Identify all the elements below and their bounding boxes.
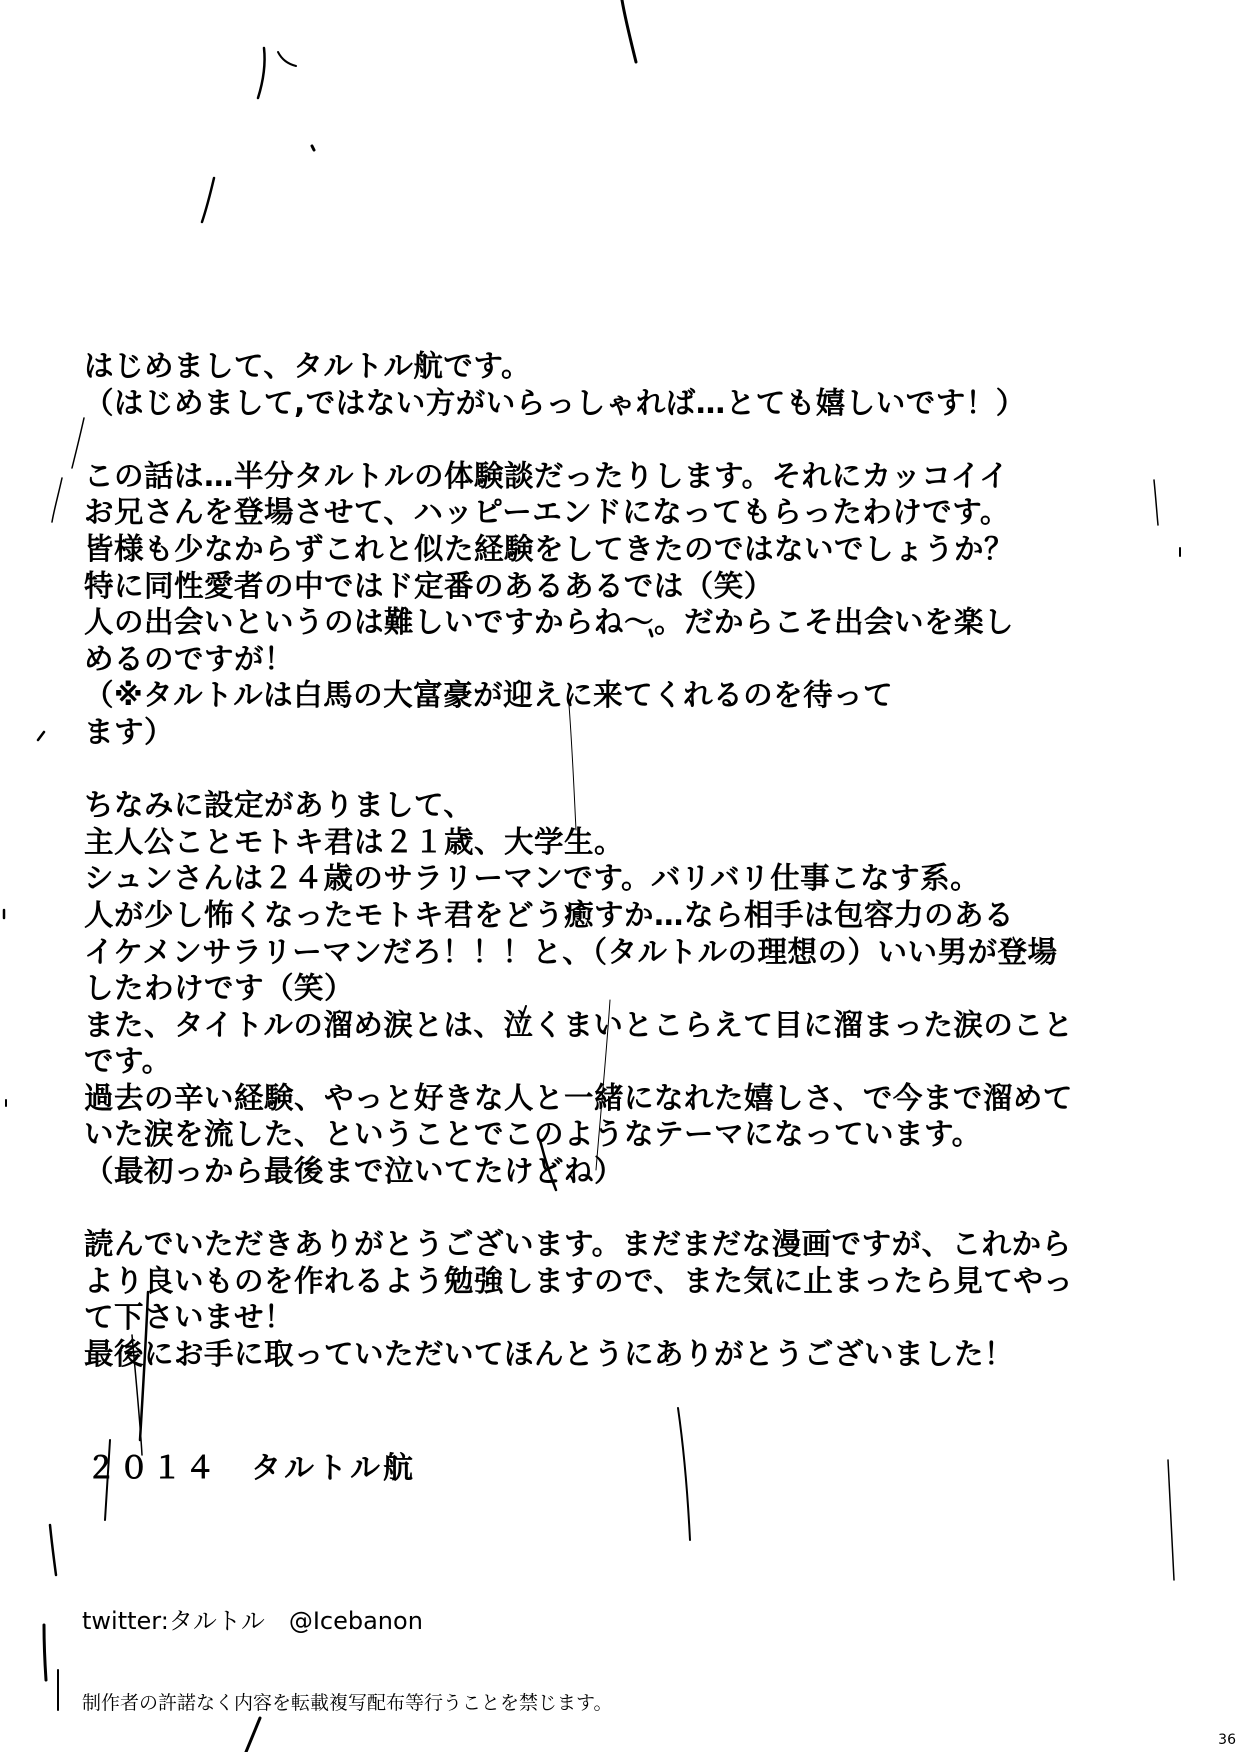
text-line: イケメンサラリーマンだろ！！！と、（タルトルの理想の）いい男が登場 bbox=[84, 934, 1058, 969]
text-line: めるのですが！ bbox=[84, 641, 295, 676]
text-line: て下さいませ！ bbox=[84, 1300, 295, 1335]
text-line: 過去の辛い経験、やっと好きな人と一緒になれた嬉しさ、で今まで溜めて bbox=[84, 1080, 1073, 1115]
text-line: したわけです（笑） bbox=[84, 971, 355, 1006]
afterword-paragraph bbox=[84, 787, 1204, 1190]
page-number: 36 bbox=[1218, 1732, 1236, 1748]
afterword-paragraph bbox=[84, 1226, 1204, 1372]
text-line: 人の出会いというのは難しいですからね〜。だからこそ出会いを楽し bbox=[84, 605, 1015, 640]
text-line: です。 bbox=[84, 1044, 172, 1079]
text-line: ちなみに設定がありまして、 bbox=[84, 788, 474, 823]
copyright-notice: 制作者の許諾なく内容を転載複写配布等行うことを禁じます。 bbox=[82, 1692, 613, 1714]
text-line: ます） bbox=[84, 714, 175, 749]
text-line: この話は…半分タルトルの体験談だったりします。それにカッコイイ bbox=[84, 458, 1009, 493]
afterword-paragraph bbox=[84, 348, 1204, 421]
text-line: より良いものを作れるよう勉強しますので、また気に止まったら見てやっ bbox=[84, 1263, 1074, 1298]
text-line: 主人公ことモトキ君は２１歳、大学生。 bbox=[84, 824, 625, 859]
text-line: （最初っから最後まで泣いてたけどね） bbox=[84, 1154, 625, 1189]
text-line: 人が少し怖くなったモトキ君をどう癒すか…なら相手は包容力のある bbox=[84, 897, 1015, 932]
text-line: 最後にお手に取っていただいてほんとうにありがとうございました！ bbox=[84, 1337, 1015, 1372]
text-line: （※タルトルは白馬の大富豪が迎えに来てくれるのを待って bbox=[84, 678, 894, 713]
text-line: はじめまして、タルトル航です。 bbox=[84, 349, 532, 383]
text-line: いた涙を流した、ということでこのようなテーマになっています。 bbox=[84, 1117, 982, 1152]
text-line: お兄さんを登場させて、ハッピーエンドになってもらったわけです。 bbox=[84, 495, 1010, 530]
text-line: （はじめまして,ではない方がいらっしゃれば…とても嬉しいです！） bbox=[84, 385, 1026, 420]
text-line: シュンさんは２４歳のサラリーマンです。バリバリ仕事こなす系。 bbox=[84, 861, 981, 896]
afterword-paragraph bbox=[84, 458, 1204, 751]
afterword-text bbox=[84, 348, 1204, 1373]
text-line: 皆様も少なからずこれと似た経験をしてきたのではないでしょうか？ bbox=[84, 531, 1015, 566]
text-line: また、タイトルの溜め涙とは、泣くまいとこらえて目に溜まった涙のこと bbox=[84, 1007, 1074, 1042]
text-line: 特に同性愛者の中ではド定番のあるあるでは（笑） bbox=[84, 568, 774, 603]
signature: ２０１４ タルトル航 bbox=[86, 1451, 416, 1486]
twitter-handle: twitter:タルトル @Icebanon bbox=[82, 1607, 423, 1635]
text-line: 読んでいただきありがとうございます。まだまだな漫画ですが、これから bbox=[84, 1227, 1072, 1262]
